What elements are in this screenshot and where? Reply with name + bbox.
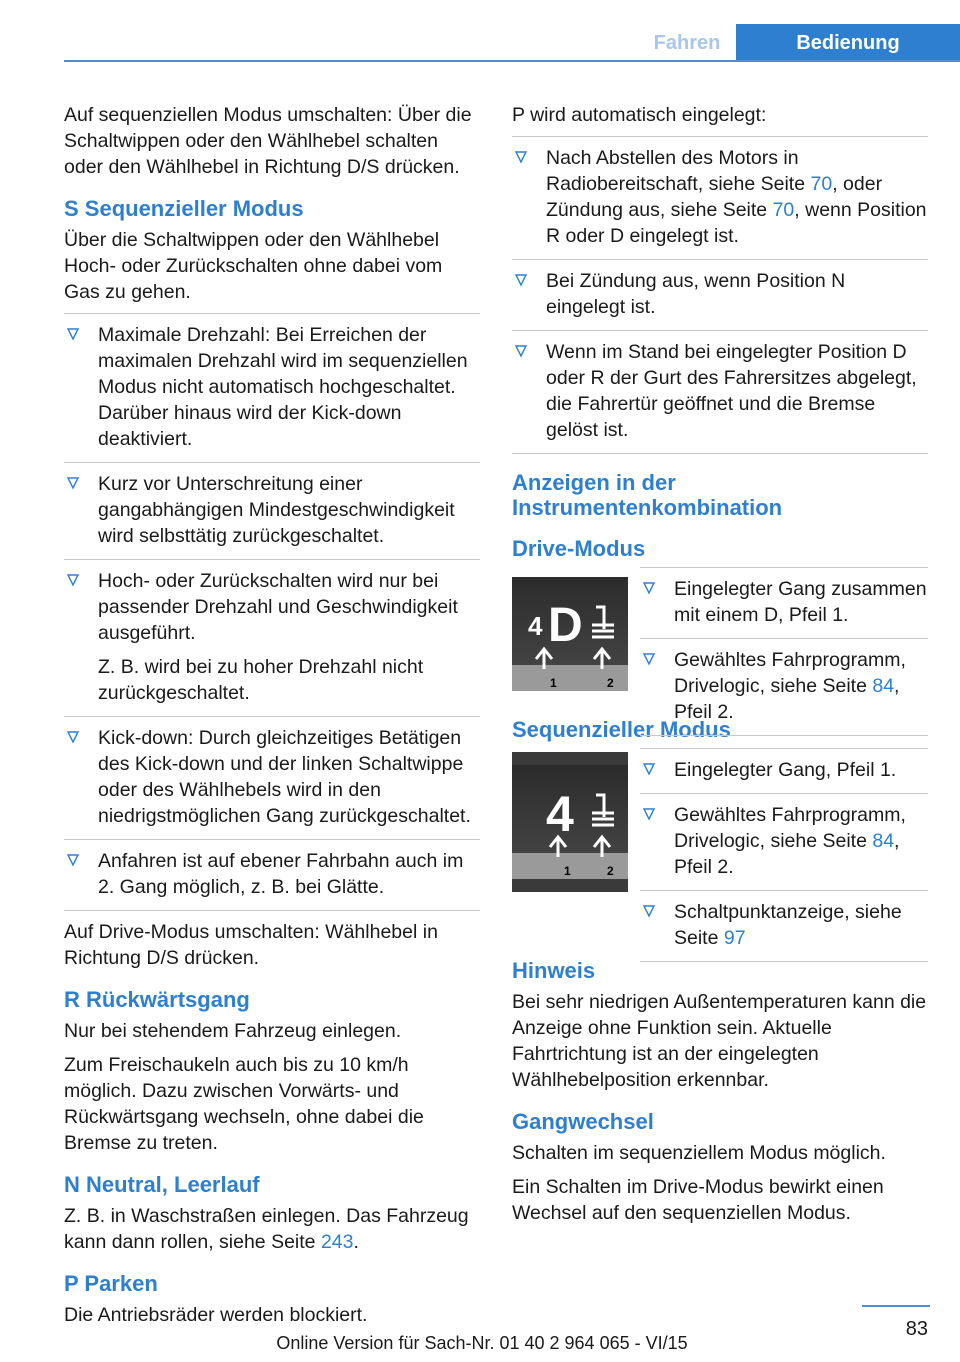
s-bullet-list <box>64 313 480 911</box>
drive-bullets <box>640 567 928 736</box>
drive-switch-text: Auf Drive-Modus umschalten: Wählhebel in Richtung D/S drücken. <box>64 921 438 969</box>
list-item <box>512 330 928 454</box>
drive-arrow-1-label: 1 <box>550 676 557 690</box>
page-link-243[interactable]: 243 <box>320 1231 354 1253</box>
intro-paragraph: Auf sequenziellen Modus umschalten: Über die Schaltwippen oder den Wählhebel schalten oder den Wählhebel in Richtung D/S drücken. <box>64 104 472 178</box>
gang-text-1: Schalten im sequenziellem Modus möglich. <box>512 1142 886 1164</box>
n-text-body: Z. B. in Waschstraßen einlegen. Das Fahrzeug kann dann rollen, siehe Seite <box>64 1205 469 1253</box>
bullet-subtext: Z. B. wird bei zu hoher Drehzahl nicht zurückgeschaltet. <box>98 656 424 704</box>
left-column <box>64 102 480 1336</box>
drive-arrow-2-label: 2 <box>607 676 614 690</box>
triangle-bullet-icon <box>66 476 80 490</box>
p-auto-text: P wird automatisch eingelegt: <box>512 104 767 126</box>
bullet-text: Nach Abstellen des Motors in Radiobereitschaft, siehe Seite <box>546 147 811 195</box>
r-text-1: Nur bei stehendem Fahrzeug einlegen. <box>64 1020 402 1042</box>
bullet-text: Maximale Drehzahl: Bei Erreichen der maximalen Drehzahl wird im sequenziellen Modus nicht automatisch hochgeschaltet. Darüber hinaus wird der Kick-down deaktiviert. <box>98 324 468 450</box>
footer-rule <box>862 1305 930 1307</box>
list-item <box>640 748 928 793</box>
list-item <box>512 136 928 259</box>
list-item <box>64 839 480 911</box>
triangle-bullet-icon <box>66 853 80 867</box>
list-item <box>64 559 480 716</box>
bullet-text: Anfahren ist auf ebener Fahrbahn auch im 2. Gang möglich, z. B. bei Glätte. <box>98 850 464 898</box>
heading-hinweis: Hinweis <box>512 958 596 983</box>
gang-text-2: Ein Schalten im Drive-Modus bewirkt einen Wechsel auf den sequenziellen Modus. <box>512 1176 884 1224</box>
bullet-text: , oder Zündung aus, siehe Seite <box>546 173 883 221</box>
drive-gear-label: 4 <box>528 611 543 641</box>
r-text-2: Zum Freischaukeln auch bis zu 10 km/h möglich. Dazu zwischen Vorwärts- und Rückwärtsgang wechseln, ohne dabei die Bremse zu treten. <box>64 1054 424 1154</box>
triangle-bullet-icon <box>642 807 656 821</box>
heading-n-neutral: N Neutral, Leerlauf <box>64 1172 260 1197</box>
triangle-bullet-icon <box>642 652 656 666</box>
drive-mode-letter: D <box>548 599 583 652</box>
seq-bullets <box>640 748 928 962</box>
s-text: Über die Schaltwippen oder den Wählhebel Hoch- oder Zurückschalten ohne dabei vom Gas zu gehen. <box>64 229 443 303</box>
drive-mode-block <box>512 567 928 723</box>
page-link-97[interactable]: 97 <box>723 927 746 949</box>
triangle-bullet-icon <box>514 273 528 287</box>
bullet-text: Wenn im Stand bei eingelegter Position D oder R der Gurt des Fahrersitzes abgelegt, die Fahrertür geöffnet und die Bremse gelöst ist. <box>546 341 917 441</box>
n-text-end: . <box>353 1231 359 1253</box>
list-item <box>640 793 928 890</box>
bullet-text: , Pfeil 2. <box>674 830 900 878</box>
page-link-70[interactable]: 70 <box>810 173 833 195</box>
triangle-bullet-icon <box>66 327 80 341</box>
seq-arrow-2-label: 2 <box>607 864 614 878</box>
heading-p-parken: P Parken <box>64 1271 158 1296</box>
tab-fahren[interactable]: Fahren <box>653 32 721 54</box>
online-version-note: Online Version für Sach-Nr. 01 40 2 964 065 - VI/15 <box>276 1333 688 1353</box>
bullet-text: Hoch- oder Zurückschalten wird nur bei passender Drehzahl und Geschwindigkeit ausgeführt. <box>98 570 458 644</box>
bullet-text: Kurz vor Unterschreitung einer gangabhängigen Mindestgeschwindigkeit wird selbsttätig zurückgeschaltet. <box>98 473 455 547</box>
heading-r-rueckwaerts: R Rückwärtsgang <box>64 987 250 1012</box>
bullet-text: Gewähltes Fahrprogramm, Drivelogic, siehe Seite <box>674 649 906 697</box>
bullet-text: , wenn Position R oder D eingelegt ist. <box>546 199 927 247</box>
drive-mode-list <box>640 567 928 744</box>
drive-mode-display-image <box>512 577 628 691</box>
bullet-text: Bei Zündung aus, wenn Position N eingelegt ist. <box>546 270 846 318</box>
tab-bedienung[interactable]: Bedienung <box>736 24 960 60</box>
heading-s-sequenziell: S Sequenzieller Modus <box>64 196 304 221</box>
right-column <box>512 102 928 1234</box>
list-item <box>64 462 480 559</box>
page-link-84[interactable]: 84 <box>872 830 895 852</box>
p-text: Die Antriebsräder werden blockiert. <box>64 1304 368 1326</box>
heading-gangwechsel: Gangwechsel <box>512 1109 654 1134</box>
seq-mode-display-image <box>512 752 628 892</box>
bullet-text: , Pfeil 2. <box>674 675 900 723</box>
page-header <box>64 24 960 62</box>
triangle-bullet-icon <box>66 573 80 587</box>
hinweis-text: Bei sehr niedrigen Außentemperaturen kann die Anzeige ohne Funktion sein. Aktuelle Fahrtrichtung ist an der eingelegten Wählhebelposition erkennbar. <box>512 991 927 1091</box>
n-text <box>64 1203 480 1255</box>
triangle-bullet-icon <box>642 904 656 918</box>
header-rule <box>64 60 960 62</box>
seq-arrow-1-label: 1 <box>564 864 571 878</box>
seq-gear-label: 4 <box>546 786 574 842</box>
seq-mode-block <box>512 748 928 949</box>
heading-anzeigen: Anzeigen in der Instrumentenkombination <box>512 470 783 520</box>
list-item <box>640 890 928 962</box>
list-item <box>640 638 928 736</box>
page-link-84[interactable]: 84 <box>872 675 895 697</box>
list-item <box>64 716 480 839</box>
triangle-bullet-icon <box>642 762 656 776</box>
list-item <box>512 259 928 330</box>
bullet-text: Eingelegter Gang, Pfeil 1. <box>674 759 897 781</box>
triangle-bullet-icon <box>514 150 528 164</box>
heading-drive-modus: Drive-Modus <box>512 536 646 561</box>
list-item <box>64 313 480 462</box>
p-bullet-list <box>512 136 928 454</box>
bullet-text: Gewähltes Fahrprogramm, Drivelogic, siehe Seite <box>674 804 906 852</box>
triangle-bullet-icon <box>642 581 656 595</box>
bullet-text: Schaltpunktanzeige, siehe Seite <box>674 901 902 949</box>
page-number: 83 <box>905 1318 928 1340</box>
seq-mode-list <box>640 748 928 970</box>
list-item <box>640 567 928 638</box>
page-link-70[interactable]: 70 <box>772 199 795 221</box>
bullet-text: Eingelegter Gang zusammen mit einem D, Pfeil 1. <box>674 578 927 626</box>
triangle-bullet-icon <box>66 730 80 744</box>
bullet-text: Kick-down: Durch gleichzeitiges Betätigen des Kick-down und der linken Schaltwippe oder des Wählhebels wird in den niedrigstmöglichen Gang zurückgeschaltet. <box>98 727 471 827</box>
heading-sequenziell-modus: Sequenzieller Modus <box>512 717 731 742</box>
triangle-bullet-icon <box>514 344 528 358</box>
